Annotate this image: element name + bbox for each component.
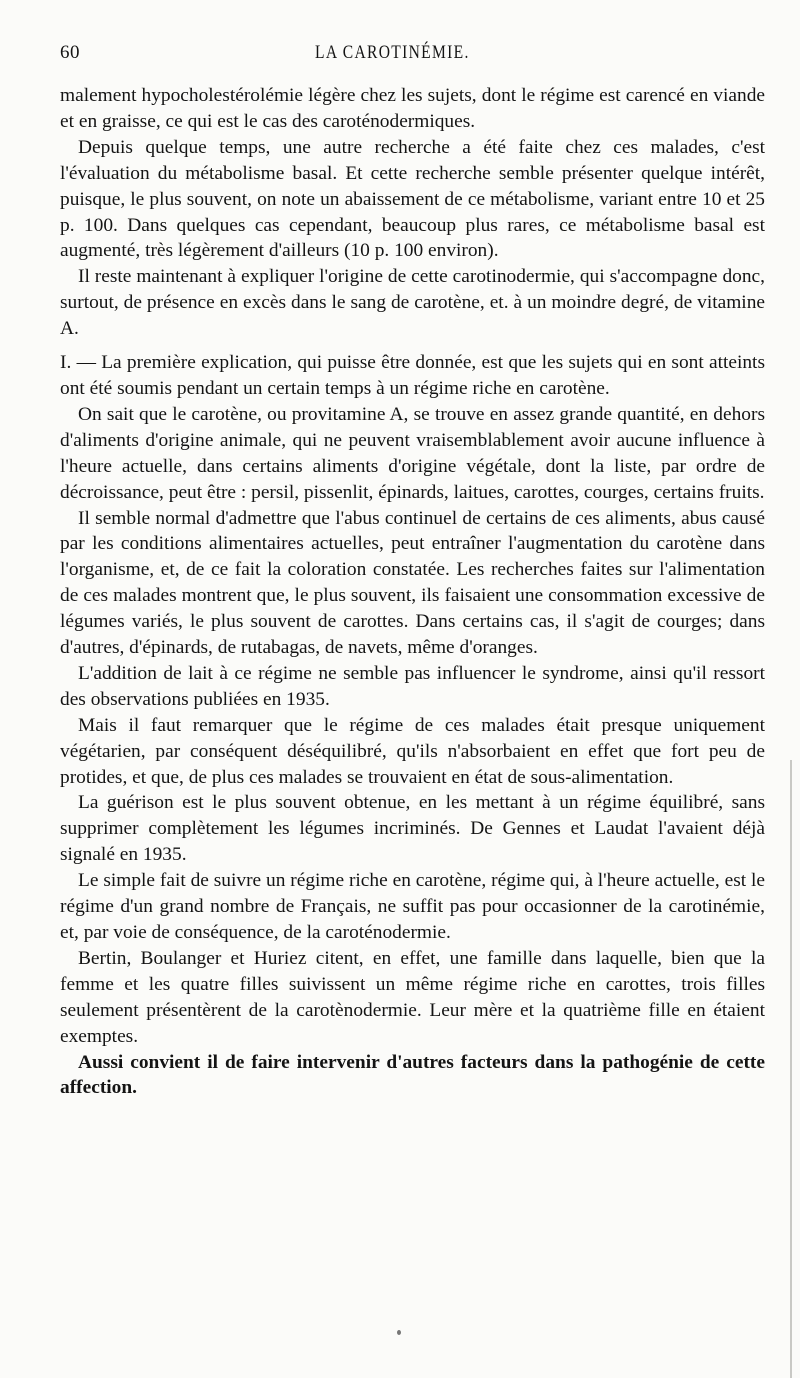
running-title: LA CAROTINÉMIE. [315,42,470,63]
body-text [60,83,765,1101]
paragraph-milk: L'addition de lait à ce régime ne semble pas influencer le syndrome, ainsi qu'il ressort des observations publiées en 1935. [60,662,765,710]
page-edge-rule [790,760,792,1378]
paragraph-origin: Il reste maintenant à expliquer l'origine de cette carotinodermie, qui s'accompagne donc, surtout, de présence en excès dans le sang de carotène, et. à un moindre degré, de vitamine A. [60,266,765,340]
paragraph-family: Bertin, Boulanger et Huriez citent, en effet, une famille dans laquelle, bien que la femme et les quatre filles suivissent un même régime riche en carottes, trois filles seulement présentèrent de la carotènodermie. Leur mère et la quatrième fille en étaient exemptes. [60,947,765,1047]
paragraph-conclusion: Aussi convient il de faire intervenir d'autres facteurs dans la pathogénie de cette affection. [60,1051,765,1099]
paragraph-healing: La guérison est le plus souvent obtenue, en les mettant à un régime équilibré, sans supprimer complètement les légumes incriminés. De Gennes et Laudat l'avaient déjà signalé en 1935. [60,792,765,866]
paragraph-continued: malement hypocholestérolémie légère chez les sujets, dont le régime est carencé en viande et en graisse, ce qui est le cas des caroténodermiques. [60,85,765,132]
paragraph-provitamin: On sait que le carotène, ou provitamine A, se trouve en assez grande quantité, en dehors d'aliments d'origine animale, qui ne peuvent vraisemblablement avoir aucune influence à l'heure actuelle, dans certains aliments d'origine végétale, dont la liste, par ordre de décroissance, peut être : persil, pissenlit, épinards, laitues, carottes, courges, certains fruits. [60,403,765,503]
page-number: 60 [60,42,80,63]
page-header [60,40,765,70]
paragraph-vegetarian: Mais il faut remarquer que le régime de ces malades était presque uniquement végétarien, par conséquent déséquilibré, qu'ils n'absorbaient en effet que fort peu de protides, et que, de plus ces malades se trouvaient en état de sous-alimentation. [60,714,765,788]
paragraph-basal-metabolism: Depuis quelque temps, une autre recherche a été faite chez ces malades, c'est l'évaluation du métabolisme basal. Et cette recherche semble présenter quelque intérêt, puisque, le plus souvent, on note un abaissement de ce métabolisme, variant entre 10 et 25 p. 100. Dans quelques cas cependant, beaucoup plus rares, ce métabolisme basal est augmenté, très légèrement d'ailleurs (10 p. 100 environ). [60,136,765,262]
paragraph-abuse: Il semble normal d'admettre que l'abus continuel de certains de ces aliments, abus causé par les conditions alimentaires actuelles, peut entraîner l'augmentation du carotène dans l'organisme, et, de ce fait la coloration constatée. Les recherches faites sur l'alimentation de ces malades montrent que, le plus souvent, ils faisaient une consommation excessive de légumes variés, le plus souvent de carottes. Dans certains cas, il s'agit de courges; dans d'autres, d'épinards, de rutabagas, de navets, même d'oranges. [60,507,765,659]
paragraph-first-explanation: I. — La première explication, qui puisse être donnée, est que les sujets qui en sont atteints ont été soumis pendant un certain temps à un régime riche en carotène. [60,352,765,399]
ink-speck [397,1330,401,1335]
paragraph-diet: Le simple fait de suivre un régime riche en carotène, régime qui, à l'heure actuelle, est le régime d'un grand nombre de Français, ne suffit pas pour occasionner de la carotinémie, et, par voie de conséquence, de la caroténodermie. [60,870,765,943]
